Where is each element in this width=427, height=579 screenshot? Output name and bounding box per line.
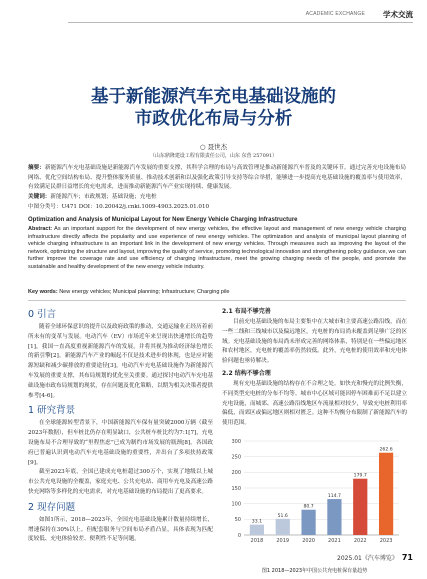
journal-issue: 2025.01《汽车博览》 bbox=[337, 555, 398, 562]
y-tick-label: 50 bbox=[234, 517, 241, 524]
author: ○ 聂世杰 bbox=[199, 143, 228, 151]
problems-paragraph: 如图1所示，2018—2023年，全国充电基础设施累计数量持续增长，增速保持在30%以上。但配套服务与空间布局矛盾凸显，具体表现为匹配度较低、充电体验较差、便利性不足等问题。 bbox=[28, 516, 213, 543]
y-tick-label: 250 bbox=[231, 454, 241, 461]
bar-2018 bbox=[250, 525, 264, 535]
bar-value-label: 80.7 bbox=[303, 504, 314, 510]
bar-value-label: 114.7 bbox=[327, 494, 341, 500]
bar-chart bbox=[222, 431, 407, 551]
keywords-zh-text: 新能源汽车；市政规划；基础设施；充电桩 bbox=[50, 194, 157, 200]
classification: 中图分类号：U471 DOI：10.20042/j.cnki.1009-4903.2025.01.010 bbox=[28, 204, 210, 210]
x-tick-label: 2019 bbox=[276, 537, 290, 544]
x-tick-label: 2020 bbox=[302, 537, 315, 544]
bar-value-label: 33.1 bbox=[251, 519, 263, 525]
page-number: 71 bbox=[401, 553, 413, 562]
keywords-zh-label: 关键词： bbox=[28, 194, 51, 200]
x-tick-label: 2022 bbox=[353, 537, 367, 544]
bar-2020 bbox=[301, 510, 315, 535]
section-heading-background: 1 研究背景 bbox=[28, 405, 76, 417]
abstract-en-text: As an important support for the development of new energy vehicles, the effective layout and management of new energy vehicle charging infrastructure directly affects the popularity and use experience of new energy vehicles. The optimization and analysis of municipal layout planning of vehicle charging infrastructure is an important link in the development of new energy vehicles. Through measures such as improving the layout of the network, optimizing the structure and layout, improving the quality of service, promoting technological innovation and strengthening policy guidance, we can further improve the coverage rate and use efficiency of charging infrastructure, meet the growing charging needs of the people, and promote the sustainable and healthy development of the new energy vehicle industry. bbox=[28, 226, 406, 270]
affiliation: （山东鼎隆建设工程有限责任公司，山东 东营 257091） bbox=[149, 153, 278, 159]
bar-2019 bbox=[276, 519, 290, 535]
bar-2022 bbox=[353, 479, 367, 535]
column-name-zh: 学术交流 bbox=[383, 10, 413, 19]
intro-paragraph: 随着全球环保意识的提升以及政府政策的推动，交通运输业正经历着前所未有的变革与发展。电动汽车（EV）市场近年来呈现出快速增长的趋势[1]，我国一直高度重视新能源汽车的发展，并将其视为推动经济绿色增长的新引擎[2]。新能源汽车产业的崛起不仅是技术进步的体现，也是应对能源短缺和减少碳排放的重要途径[3]。电动汽车充电基础设施作为新能源汽车发展的重要支撑，其布局规划的优化至关重要。通过探讨电动汽车充电基础设施市政布局规划的现状，存在问题及优化策略，以期为相关决策者提供参考[4-6]。 bbox=[28, 324, 213, 399]
keywords-en-text: New energy vehicles; Municipal planning; Infrastructure; Charging pile bbox=[59, 289, 230, 295]
x-tick-label: 2018 bbox=[250, 537, 264, 544]
y-tick-label: 0 bbox=[237, 532, 241, 539]
abstract-zh-label: 摘要： bbox=[28, 165, 45, 171]
subsection-2-1-paragraph: 目前充电基础设施的布局主要集中在大城市和主要高速公路沿线，而在一些二线和三线城市以及偏远地区，充电桩的布局尚未覆盖到足够广泛的区域。充电基础设施的布局尚未形成完善的网络体系，特别是在一些偏远地区和农村地区，充电桩的覆盖率仍然较低。此外，充电桩的使用效率和充电体验问题也亟待解决。 bbox=[222, 319, 407, 365]
y-tick-label: 100 bbox=[231, 501, 241, 508]
bar-value-label: 51.6 bbox=[277, 513, 288, 519]
abstract-en-label: Abstract: bbox=[28, 226, 53, 232]
page-header bbox=[53, 8, 413, 24]
background-paragraph-2: 截至2023年底，全国已建成充电桩超过300万个，实现了地级以上城市公共充电设施的全覆盖，家庭充电、公共充电站、商用车充电及高速公路快充网络等多样化的充电需求，对充电基础设施的布局提出了更高要求。 bbox=[28, 469, 213, 495]
article-title-line1: 基于新能源汽车充电基础设施的 bbox=[91, 87, 336, 107]
x-tick-label: 2021 bbox=[328, 537, 341, 544]
y-tick-label: 150 bbox=[231, 485, 241, 492]
figure-1-caption: 图1 2018—2023年中国公共充电桩保有量趋势 bbox=[261, 567, 368, 574]
x-tick-label: 2023 bbox=[379, 537, 393, 544]
abstract-zh bbox=[28, 164, 406, 193]
keywords-en-label: Key words: bbox=[28, 289, 58, 295]
left-column bbox=[28, 305, 213, 545]
bar-value-label: 262.6 bbox=[379, 447, 393, 453]
page-footer bbox=[337, 553, 413, 562]
subsection-heading-2-1: 2.1 布局不够完善 bbox=[222, 308, 271, 315]
keywords-zh bbox=[28, 193, 406, 203]
bar-value-label: 179.7 bbox=[353, 473, 367, 479]
section-divider bbox=[28, 300, 406, 301]
section-heading-problems: 2 现存问题 bbox=[28, 501, 76, 513]
abstract-en bbox=[28, 226, 406, 272]
subsection-heading-2-2: 2.2 结构不够合理 bbox=[222, 369, 271, 377]
subsection-2-2-paragraph: 现有充电基础设施的结构存在不合理之处。如快充和慢充的比例失衡，不同类型充电桩的分布不均等。城市中心区域可能因停车困难而不足以建立充电设施，而城郊、高速公路沿线地区车流量相对较少，导致充电桩利用率偏低，而郊区或偏远地区则相对匮乏。这种不均衡分布限制了新能源汽车的使用范围。 bbox=[222, 380, 407, 427]
figure-1 bbox=[222, 431, 407, 566]
background-paragraph-1: 在全球能源转型背景下，中国新能源汽车保有量突破2000万辆（截至2023年数据），但车桩比仍存在明显缺口，公共桩车桩比约为7:1[7]，充电设施布局不合理导致的“里程焦虑”已成为制约市场发展的瓶颈[8]。各国政府已普遍认识到电动汽车充电基础设施的重要性，并出台了多项扶持政策[9]。 bbox=[28, 420, 213, 466]
header-rule bbox=[68, 22, 413, 23]
section-heading-intro: 0 引言 bbox=[28, 309, 57, 320]
bar-2021 bbox=[327, 499, 341, 535]
title-en: Optimization and Analysis of Municipal Layout for New Energy Vehicle Charging Infrastructure bbox=[28, 217, 298, 223]
keywords-en bbox=[28, 289, 406, 297]
right-column bbox=[222, 305, 407, 574]
column-name-en: ACADEMIC EXCHANGE bbox=[305, 11, 365, 17]
y-tick-label: 200 bbox=[231, 470, 241, 477]
article-title-line2: 市政优化布局与分析 bbox=[134, 109, 293, 129]
abstract-zh-text: 新能源汽车充电基础设施是新能源汽车发展的重要支撑，其科学合理的布局与高效管理是推动新能源汽车普及的关键环节。通过完善充电设施布局网络、优化空间结构布局、提升整体服务质量、推动技术创新和以及强化政策引导支持等综合举措，能够进一步提高充电基础设施的覆盖率与使用效率，有效满足民群日益增长的充电需求，进而推动新能源汽车产业实现持续、健康发展。 bbox=[28, 165, 406, 191]
bar-2023 bbox=[379, 453, 393, 535]
y-tick-label: 300 bbox=[231, 438, 241, 445]
